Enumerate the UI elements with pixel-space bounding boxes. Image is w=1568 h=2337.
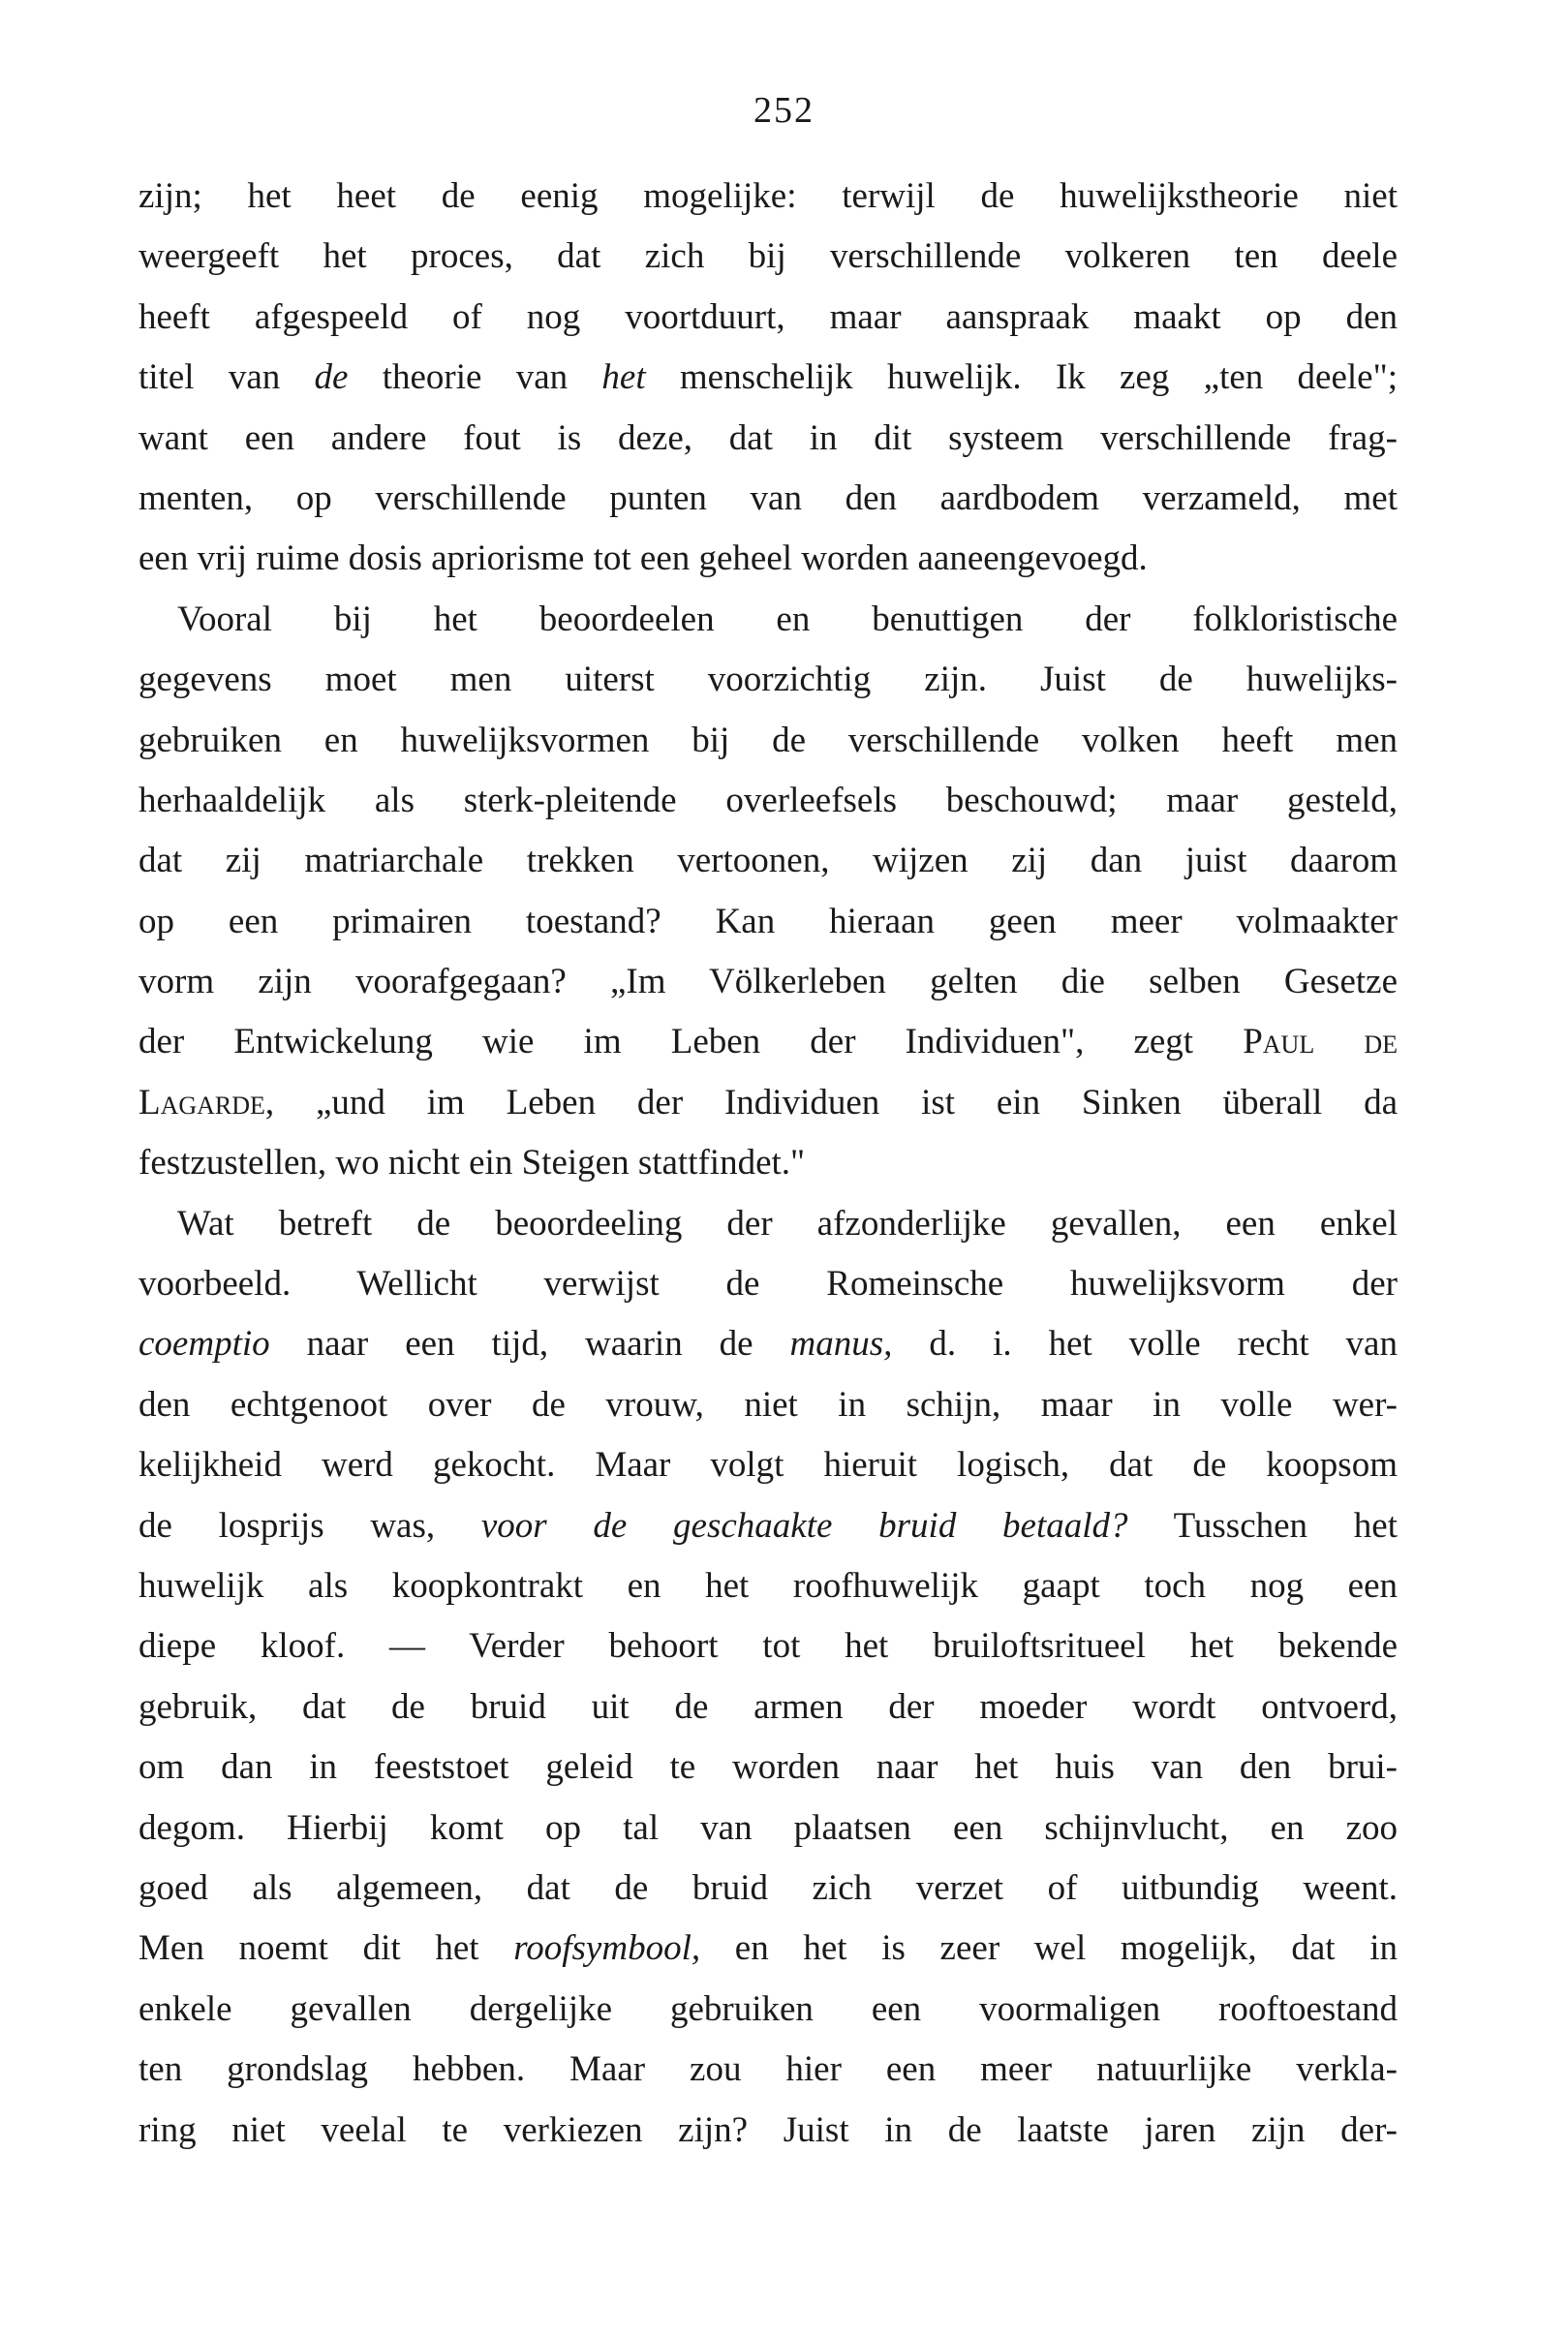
text-line bbox=[138, 1859, 1398, 1919]
text-line bbox=[138, 831, 1398, 891]
text-segment: Tusschen het bbox=[1127, 1505, 1398, 1546]
text-segment: „und im Leben der Individuen ist ein Sinken überall da bbox=[274, 1082, 1398, 1122]
text-segment: herhaaldelijk als sterk-pleitende overleefsels beschouwd; maar gesteld, bbox=[138, 780, 1398, 820]
text-segment: een vrij ruime dosis apriorisme tot een geheel worden aaneengevoegd. bbox=[138, 538, 1148, 579]
text-line bbox=[138, 952, 1398, 1012]
text-segment: Wat betreft de beoordeeling der afzonderlijke gevallen, een enkel bbox=[177, 1203, 1398, 1244]
text-line bbox=[138, 348, 1398, 408]
text-line bbox=[138, 1799, 1398, 1859]
text-segment: coemptio bbox=[138, 1324, 270, 1365]
text-line bbox=[138, 469, 1398, 529]
text-line bbox=[138, 167, 1398, 227]
text-line bbox=[138, 1194, 1398, 1254]
text-segment: den echtgenoot over de vrouw, niet in schijn, maar in volle wer- bbox=[138, 1384, 1398, 1425]
text-segment: enkele gevallen dergelijke gebruiken een voormaligen rooftoestand bbox=[138, 1988, 1398, 2029]
text-line bbox=[138, 1012, 1398, 1072]
text-segment: goed als algemeen, dat de bruid zich verzet of uitbundig weent. bbox=[138, 1867, 1398, 1908]
text-line bbox=[138, 1435, 1398, 1495]
text-segment: om dan in feeststoet geleid te worden naar het huis van den brui- bbox=[138, 1747, 1398, 1788]
text-line bbox=[138, 227, 1398, 287]
text-segment: Paul de bbox=[1243, 1022, 1398, 1062]
text-line bbox=[138, 1314, 1398, 1374]
paragraph bbox=[138, 590, 1398, 1194]
text-segment: op een primairen toestand? Kan hieraan geen meer volmaakter bbox=[138, 901, 1398, 941]
text-segment: gebruiken en huwelijksvormen bij de verschillende volken heeft men bbox=[138, 720, 1398, 760]
text-line bbox=[138, 1980, 1398, 2040]
text-segment: diepe kloof. — Verder behoort tot het bruiloftsritueel het bekende bbox=[138, 1626, 1398, 1667]
text-line bbox=[138, 2040, 1398, 2100]
text-segment: der Entwickelung wie im Leben der Individuen", zegt bbox=[138, 1022, 1244, 1062]
text-segment: de losprijs was, bbox=[138, 1505, 481, 1546]
text-segment: het bbox=[601, 357, 646, 398]
text-segment: d. i. het volle recht van bbox=[892, 1324, 1398, 1365]
text-body bbox=[138, 167, 1398, 2161]
page-number: 252 bbox=[753, 90, 815, 131]
text-line bbox=[138, 892, 1398, 952]
text-line bbox=[138, 1677, 1398, 1737]
text-segment: theorie van bbox=[348, 357, 602, 398]
text-line bbox=[138, 650, 1398, 710]
text-segment: ten grondslag hebben. Maar zou hier een meer natuurlijke verkla- bbox=[138, 2049, 1398, 2090]
text-segment: huwelijk als koopkontrakt en het roofhuwelijk gaapt toch nog een bbox=[138, 1565, 1398, 1606]
text-segment: menschelijk huwelijk. Ik zeg „ten deele"; bbox=[645, 357, 1398, 398]
text-segment: de bbox=[314, 357, 349, 398]
text-segment: zijn; het heet de eenig mogelijke: terwijl de huwelijkstheorie niet bbox=[138, 176, 1398, 216]
text-line bbox=[138, 711, 1398, 771]
text-line bbox=[138, 1496, 1398, 1556]
text-segment: voor de geschaakte bruid betaald? bbox=[480, 1505, 1128, 1546]
text-segment: ring niet veelal te verkiezen zijn? Juist in de laatste jaren zijn der- bbox=[138, 2109, 1398, 2150]
text-segment: Lagarde, bbox=[138, 1082, 275, 1122]
text-segment: degom. Hierbij komt op tal van plaatsen een schijnvlucht, en zoo bbox=[138, 1807, 1398, 1848]
text-segment: naar een tijd, waarin de bbox=[269, 1324, 790, 1365]
text-segment: Men noemt dit het bbox=[138, 1928, 514, 1969]
text-segment: voorbeeld. Wellicht verwijst de Romeinsche huwelijksvorm der bbox=[138, 1264, 1398, 1305]
text-segment: weergeeft het proces, dat zich bij verschillende volkeren ten deele bbox=[138, 236, 1398, 277]
paragraph bbox=[138, 1194, 1398, 2161]
text-segment: roofsymbool, bbox=[513, 1928, 701, 1969]
text-line bbox=[138, 771, 1398, 831]
text-segment: heeft afgespeeld of nog voortduurt, maar aanspraak maakt op den bbox=[138, 296, 1398, 337]
text-segment: manus, bbox=[789, 1324, 893, 1365]
text-segment: dat zij matriarchale trekken vertoonen, wijzen zij dan juist daarom bbox=[138, 841, 1398, 881]
text-line bbox=[138, 288, 1398, 348]
text-segment: en het is zeer wel mogelijk, dat in bbox=[700, 1928, 1398, 1969]
text-line bbox=[138, 529, 1398, 589]
text-line bbox=[138, 590, 1398, 650]
text-segment: gegevens moet men uiterst voorzichtig zijn. Juist de huwelijks- bbox=[138, 660, 1398, 700]
text-segment: gebruik, dat de bruid uit de armen der moeder wordt ontvoerd, bbox=[138, 1686, 1398, 1727]
text-line bbox=[138, 1254, 1398, 1314]
text-line bbox=[138, 1919, 1398, 1979]
text-segment: titel van bbox=[138, 357, 315, 398]
text-segment: festzustellen, wo nicht ein Steigen stattfindet." bbox=[138, 1143, 806, 1184]
text-line bbox=[138, 2101, 1398, 2161]
text-line bbox=[138, 409, 1398, 469]
text-segment: menten, op verschillende punten van den aardbodem verzameld, met bbox=[138, 477, 1398, 518]
text-segment: vorm zijn voorafgegaan? „Im Völkerleben gelten die selben Gesetze bbox=[138, 962, 1398, 1002]
text-segment: kelijkheid werd gekocht. Maar volgt hieruit logisch, dat de koopsom bbox=[138, 1445, 1398, 1486]
text-segment: want een andere fout is deze, dat in dit systeem verschillende frag- bbox=[138, 417, 1398, 458]
text-line bbox=[138, 1737, 1398, 1798]
text-line bbox=[138, 1375, 1398, 1435]
text-segment: Vooral bij het beoordeelen en benuttigen der folkloristische bbox=[177, 599, 1398, 639]
text-line bbox=[138, 1073, 1398, 1133]
text-line bbox=[138, 1133, 1398, 1193]
text-line bbox=[138, 1616, 1398, 1676]
text-line bbox=[138, 1556, 1398, 1616]
paragraph bbox=[138, 167, 1398, 590]
